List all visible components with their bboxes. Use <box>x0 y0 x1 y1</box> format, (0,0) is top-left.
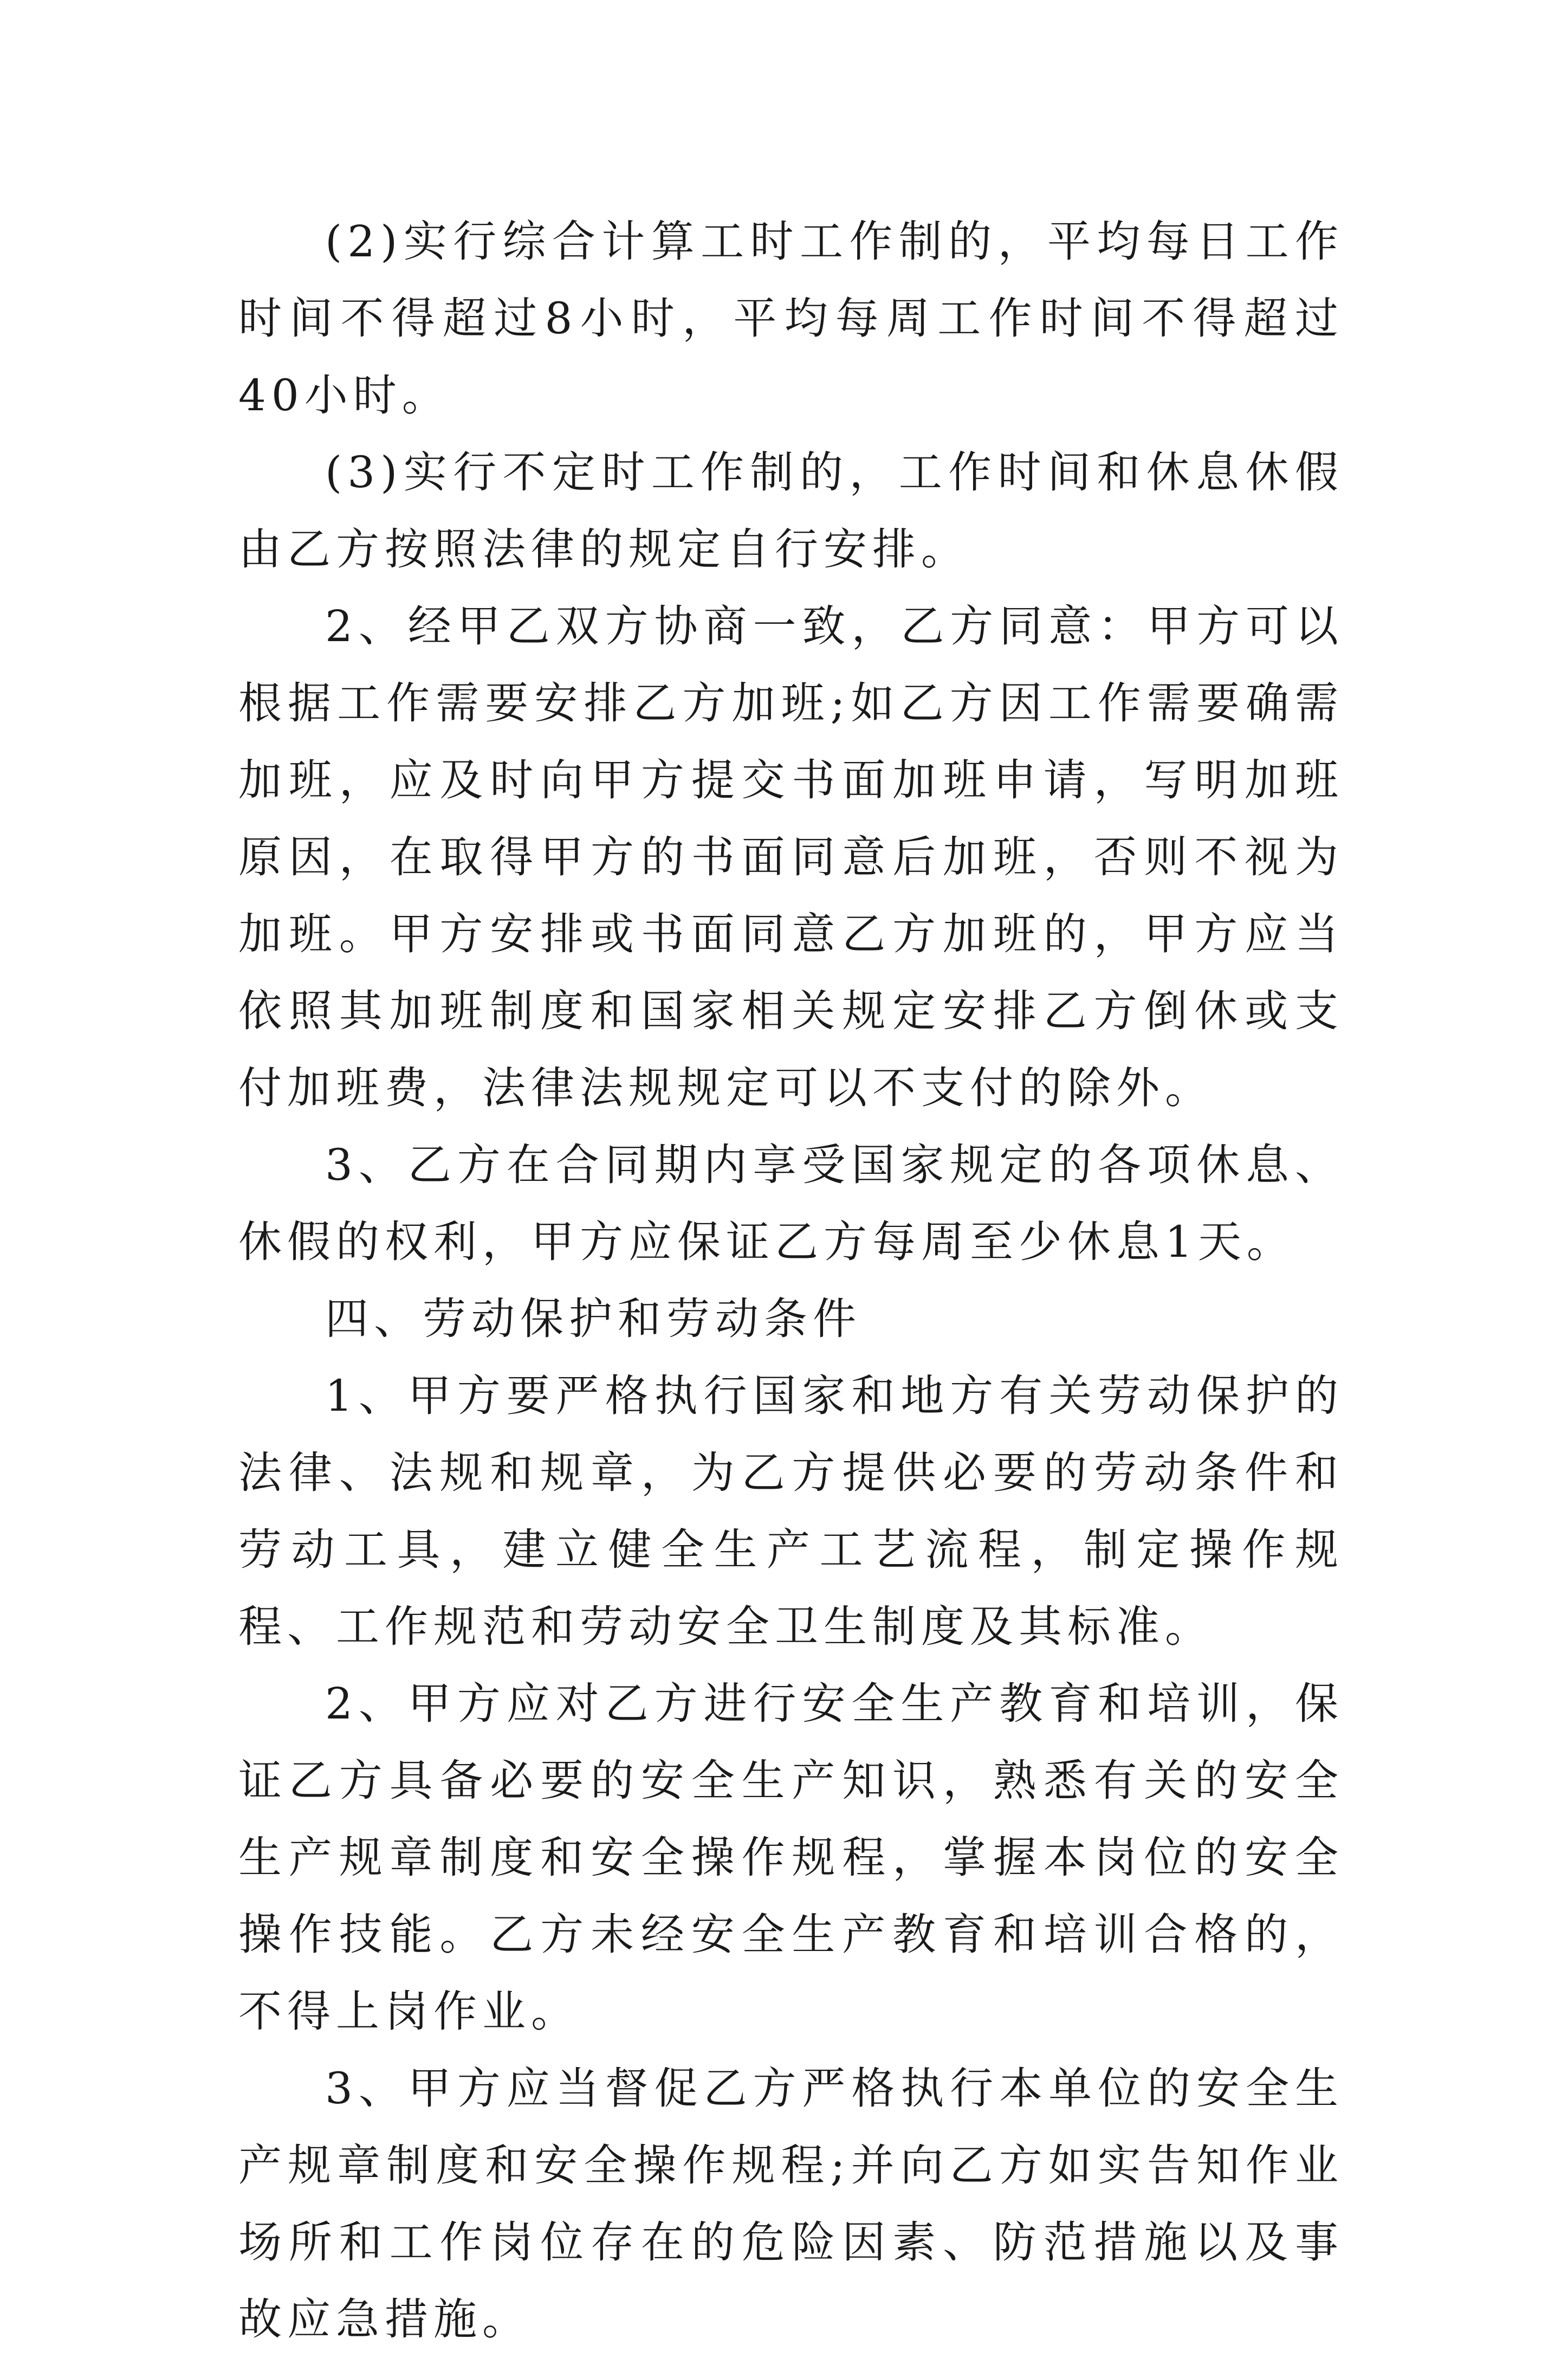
paragraph-safety-training: 2、甲方应对乙方进行安全生产教育和培训，保证乙方具备必要的安全生产知识，熟悉有关的安全生产规章制度和安全操作规程，掌握本岗位的安全操作技能。乙方未经安全生产教育和培训合格的，不得上岗作业。 <box>238 1678 1344 2037</box>
paragraph-overtime: 2、经甲乙双方协商一致，乙方同意：甲方可以根据工作需要安排乙方加班;如乙方因工作需要确需加班，应及时向甲方提交书面加班申请，写明加班原因，在取得甲方的书面同意后加班，否则不视为加班。甲方安排或书面同意乙方加班的，甲方应当依照其加班制度和国家相关规定安排乙方倒休或支付加班费，法律法规规定可以不支付的除外。 <box>238 601 1344 1113</box>
paragraph-working-hours-flexible: (3)实行不定时工作制的，工作时间和休息休假由乙方按照法律的规定自行安排。 <box>238 447 1344 574</box>
section-heading-labor-protection: 四、劳动保护和劳动条件 <box>325 1294 861 1344</box>
paragraph-working-hours-comprehensive: (2)实行综合计算工时工作制的，平均每日工作时间不得超过8小时，平均每周工作时间不得超过40小时。 <box>238 216 1344 421</box>
paragraph-rest-leave: 3、乙方在合同期内享受国家规定的各项休息、休假的权利，甲方应保证乙方每周至少休息1天。 <box>238 1140 1344 1267</box>
paragraph-safety-supervision: 3、甲方应当督促乙方严格执行本单位的安全生产规章制度和安全操作规程;并向乙方如实告知作业场所和工作岗位存在的危险因素、防范措施以及事故应急措施。 <box>238 2063 1344 2344</box>
paragraph-labor-protection-laws: 1、甲方要严格执行国家和地方有关劳动保护的法律、法规和规章，为乙方提供必要的劳动条件和劳动工具，建立健全生产工艺流程，制定操作规程、工作规范和劳动安全卫生制度及其标准。 <box>238 1371 1344 1652</box>
document-body <box>238 203 1344 2358</box>
